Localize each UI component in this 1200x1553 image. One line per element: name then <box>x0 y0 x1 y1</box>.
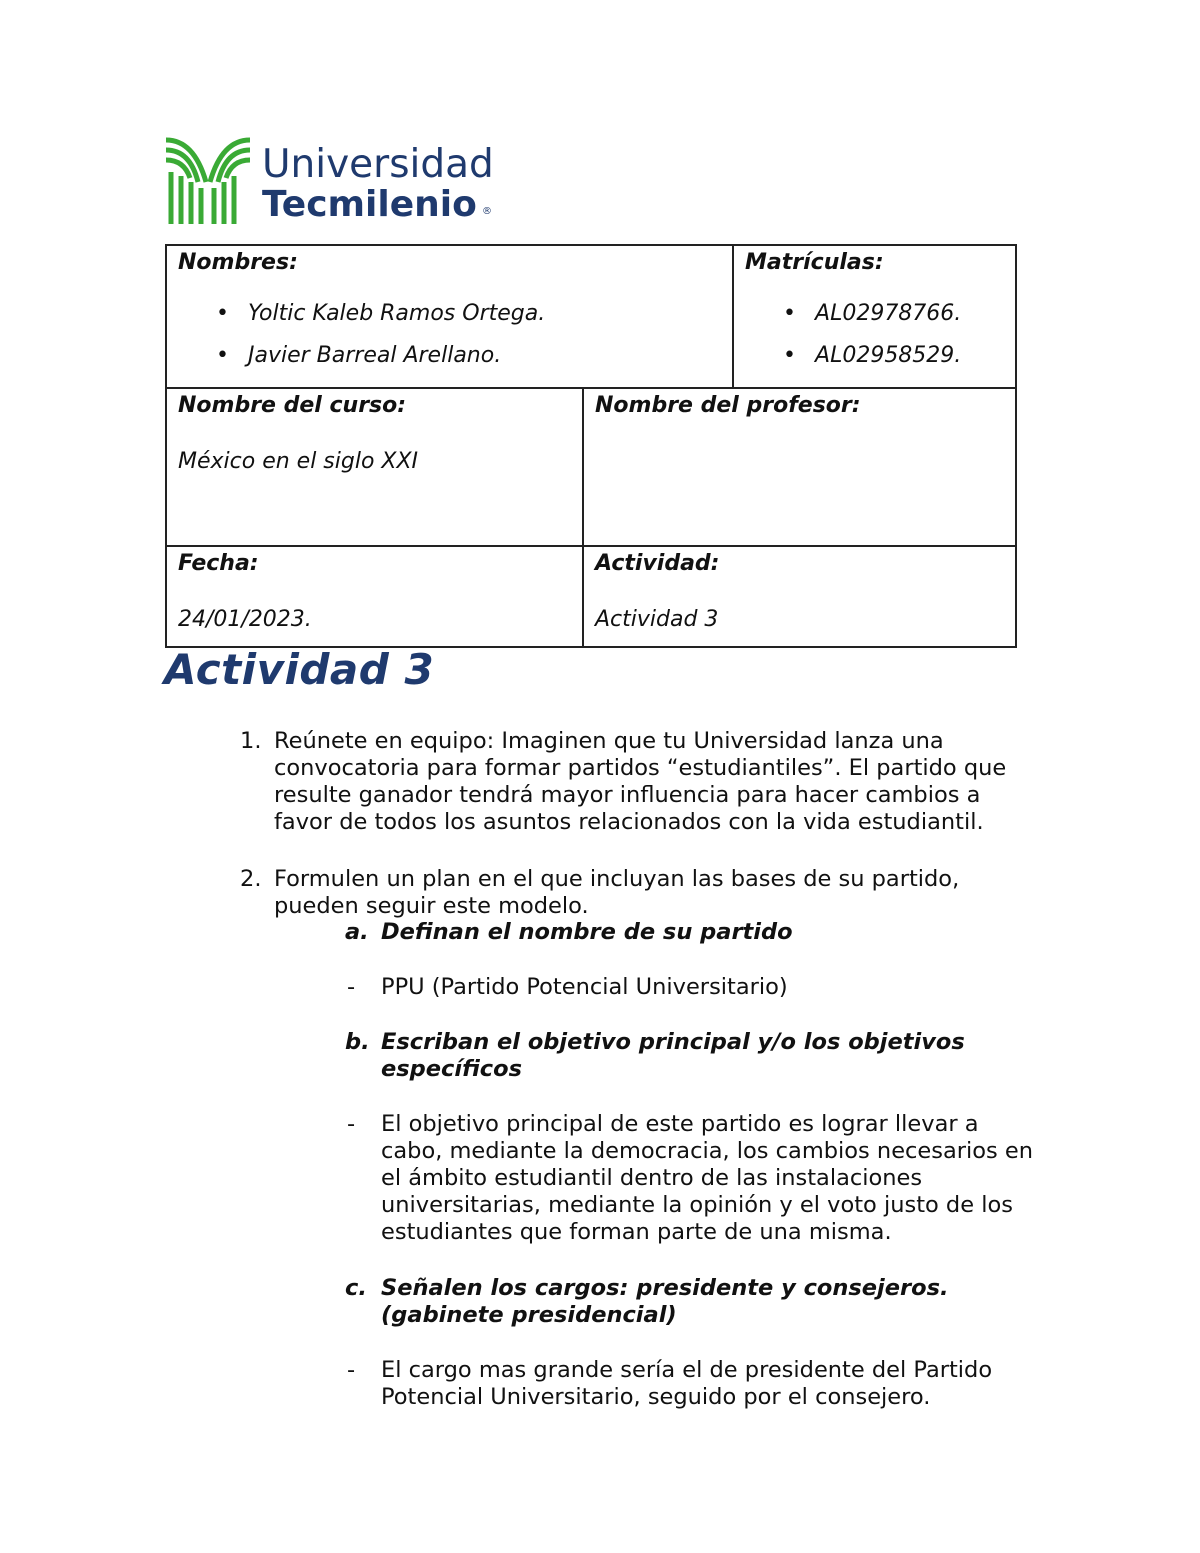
dash-bullet: - <box>347 974 356 1000</box>
answer-text: PPU (Partido Potencial Universitario) <box>381 974 788 1000</box>
actividad-label: Actividad: <box>595 551 720 576</box>
matriculas-label: Matrículas: <box>745 250 884 275</box>
profesor-cell <box>583 388 1016 546</box>
item-number: 2. <box>240 866 262 892</box>
actividad-cell <box>583 546 1016 647</box>
curso-cell <box>166 388 583 546</box>
nombre-item: • Javier Barreal Arellano. <box>178 335 720 377</box>
university-logo <box>164 136 504 228</box>
section-letter: b. <box>345 1029 370 1055</box>
section-letter: a. <box>345 919 369 945</box>
dash-bullet: - <box>347 1111 356 1137</box>
matricula-item: • AL02958529. <box>745 335 1003 377</box>
answer-text: El objetivo principal de este partido es lograr llevar a cabo, mediante la democracia, los cambios necesarios en el ámbito estudiantil dentro de las instalaciones universitarias, mediante la opinión y el voto justo de los estudiantes que forman parte de una misma. <box>381 1111 1034 1245</box>
section-letter: c. <box>345 1275 367 1301</box>
nombres-list <box>178 293 720 377</box>
item-text: Formulen un plan en el que incluyan las bases de su partido, pueden seguir este modelo. <box>274 866 960 919</box>
tecmilenio-logo-mark-icon <box>164 136 254 226</box>
logo-registered-mark: ® <box>482 206 492 217</box>
student-info-table <box>165 244 1017 648</box>
curso-label: Nombre del curso: <box>178 393 407 418</box>
document-title: Actividad 3 <box>164 645 435 694</box>
answer-text: El cargo mas grande sería el de presidente del Partido Potencial Universitario, seguido por el consejero. <box>381 1357 993 1410</box>
item-text: Reúnete en equipo: Imaginen que tu Universidad lanza una convocatoria para formar partidos “estudiantiles”. El partido que resulte ganador tendrá mayor influencia para hacer cambios a favor de todos los asuntos relacionados con la vida estudiantil. <box>274 728 1007 835</box>
matriculas-list <box>745 293 1003 377</box>
section-heading-text: Definan el nombre de su partido <box>381 919 793 945</box>
section-heading-text: Señalen los cargos: presidente y consejeros. (gabinete presidencial) <box>381 1275 949 1328</box>
dash-bullet: - <box>347 1357 356 1383</box>
item-number: 1. <box>240 728 262 754</box>
nombres-label: Nombres: <box>178 250 298 275</box>
matricula-item: • AL02978766. <box>745 293 1003 335</box>
section-heading-text: Escriban el objetivo principal y/o los objetivos específicos <box>381 1029 965 1082</box>
fecha-cell <box>166 546 583 647</box>
nombre-item: • Yoltic Kaleb Ramos Ortega. <box>178 293 720 335</box>
logo-line-tecmilenio: Tecmilenio <box>262 184 477 225</box>
logo-line-universidad: Universidad <box>262 142 494 187</box>
fecha-label: Fecha: <box>178 551 259 576</box>
profesor-label: Nombre del profesor: <box>595 393 861 418</box>
fecha-value: 24/01/2023. <box>178 607 312 632</box>
matriculas-cell <box>733 245 1016 388</box>
curso-value: México en el siglo XXI <box>178 449 419 474</box>
actividad-value: Actividad 3 <box>595 607 719 632</box>
nombres-cell <box>166 245 733 388</box>
